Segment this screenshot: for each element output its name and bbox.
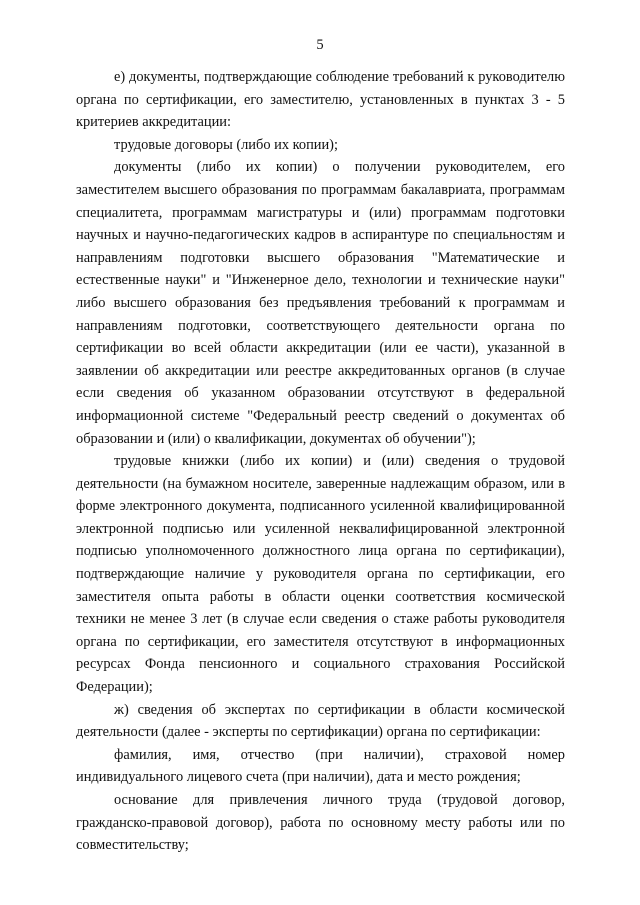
paragraph-education-documents: документы (либо их копии) о получении руководителем, его заместителем высшего образования по программам бакалавриата, программам специалитета, программам магистратуры и (или) программам подготовки научных и научно-педагогических кадров в аспирантуре по специальностям и направлениям подготовки высшего образования "Математические и естественные науки" и "Инженерное дело, технологии и технические науки" либо высшего образования без предъявления требований к программам и направлениям подготовки, соответствующего деятельности органа по сертификации во всей области аккредитации (или ее части), указанной в заявлении об аккредитации или реестре аккредитованных органов (в случае если сведения об указанном образовании отсутствуют в федеральной информационной системе "Федеральный реестр сведений о документах об образовании и (или) о квалификации, документах об обучении"); <box>76 159 565 447</box>
paragraph-employment-basis: основание для привлечения личного труда (трудовой договор, гражданско-правовой договор), работа по основному месту работы или по совместительству; <box>76 792 565 854</box>
paragraph-zh-experts: ж) сведения об экспертах по сертификации в области космической деятельности (далее - эксперты по сертификации) органа по сертификации: <box>76 701 565 741</box>
page-number: 5 <box>316 37 324 53</box>
paragraph-work-records: трудовые книжки (либо их копии) и (или) сведения о трудовой деятельности (на бумажном носителе, заверенные надлежащим образом, или в форме электронного документа, подписанного усиленной квалифицированной электронной подписью или усиленной неквалифицированной электронной подписью уполномоченного должностного лица органа по сертификации), подтверждающие наличие у руководителя органа по сертификации, его заместителя опыта работы в области оценки соответствия космической техники не менее 3 лет (в случае если сведения о стаже работы руководителя органа по сертификации, его заместителя отсутствуют в информационных ресурсах Фонда пенсионного и социального страхования Российской Федерации); <box>76 453 565 696</box>
document-body <box>76 66 565 857</box>
paragraph-e-documents: е) документы, подтверждающие соблюдение требований к руководителю органа по сертификации, его заместителю, установленных в пунктах 3 - 5 критериев аккредитации: <box>76 69 565 131</box>
paragraph-labor-contracts: трудовые договоры (либо их копии); <box>114 136 338 153</box>
paragraph-expert-identity: фамилия, имя, отчество (при наличии), страховой номер индивидуального лицевого счета (при наличии), дата и место рождения; <box>76 746 565 786</box>
